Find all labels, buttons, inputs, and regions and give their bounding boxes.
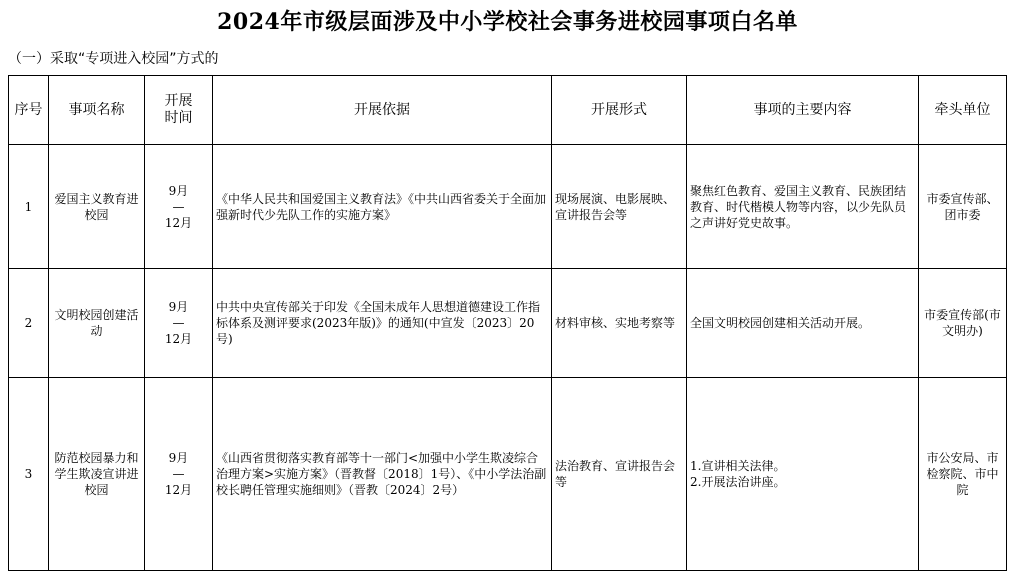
- row-period: [145, 145, 213, 269]
- table-header-row: [9, 76, 1007, 145]
- header-content: 事项的主要内容: [687, 76, 919, 145]
- table-row: [9, 269, 1007, 378]
- section-subtitle: （一）采取“专项进入校园”方式的: [8, 51, 219, 67]
- header-period: 开展 时间: [145, 76, 213, 145]
- period-start: 9月: [168, 183, 189, 198]
- period-start: 9月: [168, 300, 189, 314]
- row-lead: 市委宣传部(市文明办): [919, 269, 1007, 378]
- page-title: 2024年市级层面涉及中小学校社会事务进校园事项白名单: [217, 9, 798, 35]
- period-dash: —: [172, 199, 185, 214]
- header-form: 开展形式: [552, 76, 687, 145]
- header-basis: 开展依据: [213, 76, 552, 145]
- row-form: 法治教育、宣讲报告会等: [552, 378, 687, 571]
- row-basis: 《山西省贯彻落实教育部等十一部门<加强中小学生欺凌综合治理方案>实施方案》（晋教督〔2018〕1号）、《中小学法治副校长聘任管理实施细则》（晋教〔2024〕2号）: [213, 378, 552, 571]
- row-no: 2: [9, 269, 49, 378]
- period-end: 12月: [164, 332, 193, 346]
- row-period: [145, 269, 213, 378]
- row-name: 爱国主义教育进校园: [49, 145, 145, 269]
- row-content: 聚焦红色教育、爱国主义教育、民族团结教育、时代楷模人物等内容，以少先队员之声讲好党史故事。: [687, 145, 919, 269]
- row-content: 全国文明校园创建相关活动开展。: [687, 269, 919, 378]
- period-start: 9月: [168, 451, 189, 465]
- whitelist-table: [8, 75, 1007, 571]
- row-lead: 市委宣传部、团市委: [919, 145, 1007, 269]
- row-name: 防范校园暴力和学生欺凌宣讲进校园: [49, 378, 145, 571]
- row-period: [145, 378, 213, 571]
- row-content: 1.宣讲相关法律。 2.开展法治讲座。: [687, 378, 919, 571]
- row-basis: 中共中央宣传部关于印发《全国未成年人思想道德建设工作指标体系及测评要求(2023年版)》的通知(中宣发〔2023〕20号): [213, 269, 552, 378]
- period-end: 12月: [164, 483, 193, 497]
- table-row: [9, 145, 1007, 269]
- row-name: 文明校园创建活动: [49, 269, 145, 378]
- table-row: [9, 378, 1007, 571]
- row-basis: 《中华人民共和国爱国主义教育法》《中共山西省委关于全面加强新时代少先队工作的实施方案》: [213, 145, 552, 269]
- period-end: 12月: [164, 215, 193, 230]
- row-lead: 市公安局、市检察院、市中院: [919, 378, 1007, 571]
- period-dash: —: [172, 467, 185, 481]
- row-no: 1: [9, 145, 49, 269]
- header-lead: 牵头单位: [919, 76, 1007, 145]
- row-form: 现场展演、电影展映、宣讲报告会等: [552, 145, 687, 269]
- header-name: 事项名称: [49, 76, 145, 145]
- row-no: 3: [9, 378, 49, 571]
- row-form: 材料审核、实地考察等: [552, 269, 687, 378]
- period-dash: —: [172, 316, 185, 330]
- header-no: 序号: [9, 76, 49, 145]
